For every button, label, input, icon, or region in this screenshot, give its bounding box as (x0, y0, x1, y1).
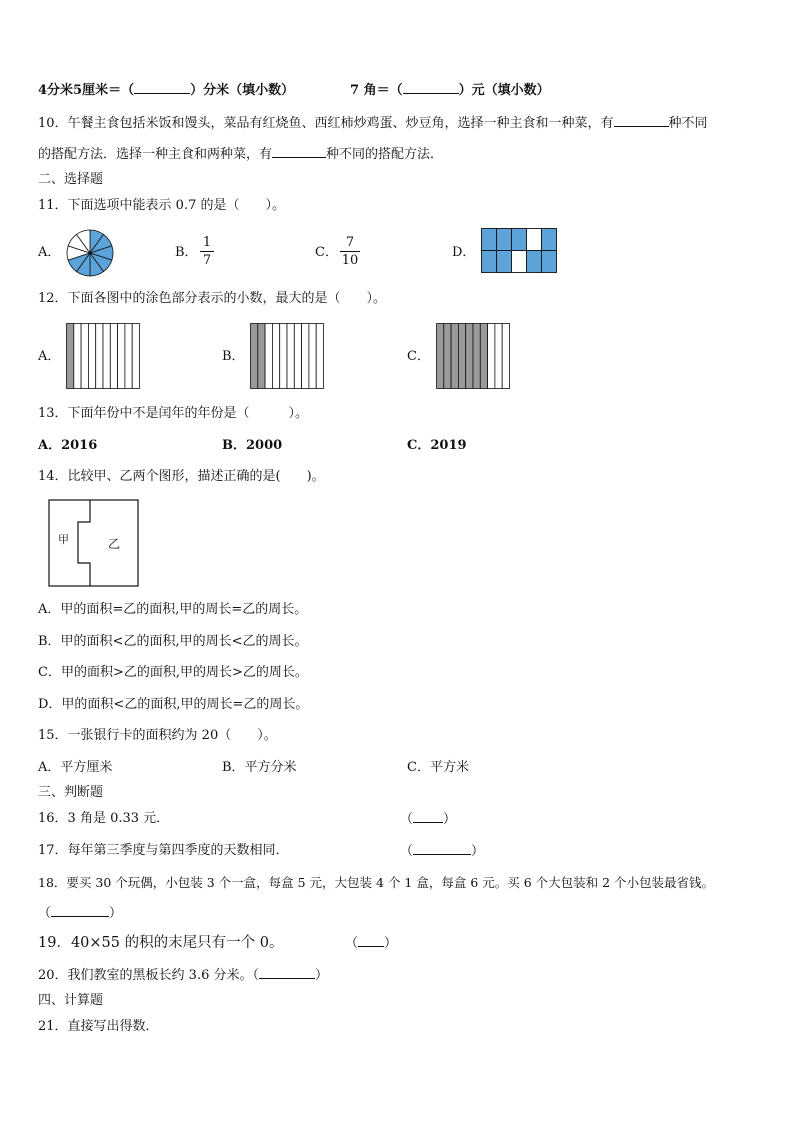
q14-label-yi: 乙 (108, 537, 121, 551)
q9-line (38, 81, 294, 100)
grid-cell (512, 229, 527, 251)
q20-text: 20．我们教室的黑板长约 3.6 分米。（ (38, 968, 259, 983)
stripe (118, 324, 125, 389)
stripe (495, 324, 502, 389)
stripe (74, 324, 81, 389)
q10-line2 (38, 145, 443, 164)
stripe (309, 324, 316, 389)
q10-line1 (38, 114, 708, 133)
q18-paren-close: ） (109, 906, 123, 921)
stripe (258, 324, 265, 389)
q19-text: 19．40×55 的积的末尾只有一个 0。 (38, 935, 284, 951)
stripe (466, 324, 473, 389)
q16-answer-blank[interactable] (413, 810, 443, 823)
q10-text-2: 的搭配方法．选择一种主食和两种菜，有 (38, 147, 273, 162)
section-4-heading: 四、计算题 (38, 993, 104, 1008)
stripe (302, 324, 309, 389)
q17-text: 17．每年第三季度与第四季度的天数相同． (38, 843, 289, 858)
q13-option-a[interactable]: A．2016 (38, 438, 98, 453)
grid-cell (482, 251, 497, 273)
stripe (103, 324, 110, 389)
q11-b-numerator: 1 (202, 235, 212, 250)
q14-option-c[interactable]: C．甲的面积>乙的面积,甲的周长>乙的周长。 (38, 665, 308, 680)
q18-answer-blank[interactable] (51, 904, 109, 917)
grid-cell (482, 229, 497, 251)
q16-answer (400, 810, 456, 829)
q13-option-b[interactable]: B．2000 (222, 438, 283, 453)
grid-cell (527, 229, 542, 251)
q11-c-numerator: 7 (345, 235, 355, 250)
grid-cell (527, 251, 542, 273)
q9-b-prefix: 7 角＝（ (350, 83, 403, 98)
q9-a-prefix: 4分米5厘米＝（ (38, 83, 135, 98)
q18-answer (38, 904, 122, 923)
grid-cell (542, 251, 557, 273)
q11-pie-figure (65, 228, 115, 278)
stripe (458, 324, 465, 389)
q15-option-a[interactable]: A．平方厘米 (38, 760, 113, 775)
q15-option-c[interactable]: C．平方米 (407, 760, 469, 775)
q19-answer (345, 934, 397, 953)
q11-option-c-fraction (340, 235, 360, 268)
q9-a-answer-blank[interactable] (134, 81, 190, 94)
q12-option-c-label[interactable]: C． (407, 349, 430, 364)
q16-text: 16．3 角是 0.33 元． (38, 811, 170, 826)
q12-c-stripe-figure (436, 323, 510, 389)
q19-paren-open: （ (345, 936, 359, 951)
q12-option-a-label[interactable]: A． (38, 349, 61, 364)
grid-cell (542, 229, 557, 251)
q17-paren-open: （ (400, 844, 414, 859)
q9-b-line (350, 81, 550, 100)
q19-paren-close: ） (384, 936, 398, 951)
stripe (125, 324, 132, 389)
stripe (81, 324, 88, 389)
stripe (272, 324, 279, 389)
q17-answer-blank[interactable] (413, 842, 471, 855)
q11-b-denominator: 7 (202, 253, 212, 268)
q13-option-c[interactable]: C．2019 (407, 438, 467, 453)
q10-text-2b: 种不同的搭配方法． (326, 147, 444, 162)
section-2-heading: 二、选择题 (38, 172, 104, 187)
q17-answer (400, 842, 484, 861)
stripe (88, 324, 95, 389)
q18-paren-open: （ (38, 906, 52, 921)
stripe (280, 324, 287, 389)
q20-paren-close: ） (314, 968, 328, 983)
q9-b-suffix: ）元（填小数） (458, 83, 550, 98)
q15-stem: 15．一张银行卡的面积约为 20（ ）。 (38, 728, 277, 743)
stripe (473, 324, 480, 389)
q14-stem: 14．比较甲、乙两个图形，描述正确的是( )。 (38, 469, 325, 484)
q10-text-1b: 种不同 (668, 116, 708, 131)
q11-option-b-label[interactable]: B． (175, 245, 198, 260)
q14-option-a[interactable]: A．甲的面积=乙的面积,甲的周长=乙的周长。 (38, 602, 308, 617)
q21-text: 21．直接写出得数． (38, 1019, 159, 1034)
stripe (132, 324, 139, 389)
stripe (502, 324, 509, 389)
q14-option-d[interactable]: D．甲的面积<乙的面积,甲的周长=乙的周长。 (38, 697, 309, 712)
stripe (437, 324, 444, 389)
stripe (444, 324, 451, 389)
stripe (110, 324, 117, 389)
q13-stem: 13．下面年份中不是闰年的年份是（ ）。 (38, 406, 309, 421)
q16-paren-close: ） (443, 812, 457, 827)
q19-answer-blank[interactable] (358, 934, 384, 947)
q12-a-stripe-figure (66, 323, 140, 389)
stripe (294, 324, 301, 389)
q20-answer-blank[interactable] (259, 966, 315, 979)
stripe (488, 324, 495, 389)
q17-paren-close: ） (471, 844, 485, 859)
q11-option-d-label[interactable]: D． (452, 245, 476, 260)
stripe (480, 324, 487, 389)
q14-label-jia: 甲 (58, 533, 69, 546)
q15-option-b[interactable]: B．平方分米 (222, 760, 297, 775)
q11-option-a-label[interactable]: A． (38, 245, 61, 260)
q11-stem: 11．下面选项中能表示 0.7 的是（ ）。 (38, 198, 285, 213)
q14-option-b[interactable]: B．甲的面积<乙的面积,甲的周长<乙的周长。 (38, 634, 308, 649)
stripe (96, 324, 103, 389)
q9-a-suffix: ）分米（填小数） (190, 83, 295, 98)
grid-cell (497, 251, 512, 273)
stripe (251, 324, 258, 389)
q11-option-b-fraction (200, 235, 214, 268)
section-3-heading: 三、判断题 (38, 785, 104, 800)
grid-cell (512, 251, 527, 273)
q10-text-1: 10．午餐主食包括米饭和馒头，菜品有红烧鱼、西红柿炒鸡蛋、炒豆角，选择一种主食和一种菜，有 (38, 116, 614, 131)
q10-blank-1[interactable] (614, 114, 669, 127)
q18-text: 18．要买 30 个玩偶，小包装 3 个一盒，每盒 5 元，大包装 4 个 1 盒，每盒 6 元。买 6 个大包装和 2 个小包装最省钱。 (38, 875, 715, 890)
stripe (451, 324, 458, 389)
q12-option-b-label[interactable]: B． (222, 349, 245, 364)
stripe (287, 324, 294, 389)
grid-cell (497, 229, 512, 251)
stripe (265, 324, 272, 389)
q11-grid-figure (481, 228, 557, 273)
q9-b-answer-blank[interactable] (403, 81, 459, 94)
q12-b-stripe-figure (250, 323, 324, 389)
q11-option-c-label[interactable]: C． (315, 245, 338, 260)
stripe (67, 324, 74, 389)
q12-stem: 12．下面各图中的涂色部分表示的小数，最大的是（ ）。 (38, 291, 387, 306)
q10-blank-2[interactable] (272, 145, 326, 158)
q20-line (38, 966, 328, 985)
stripe (316, 324, 323, 389)
q16-paren-open: （ (400, 812, 414, 827)
q11-c-denominator: 10 (341, 253, 359, 268)
